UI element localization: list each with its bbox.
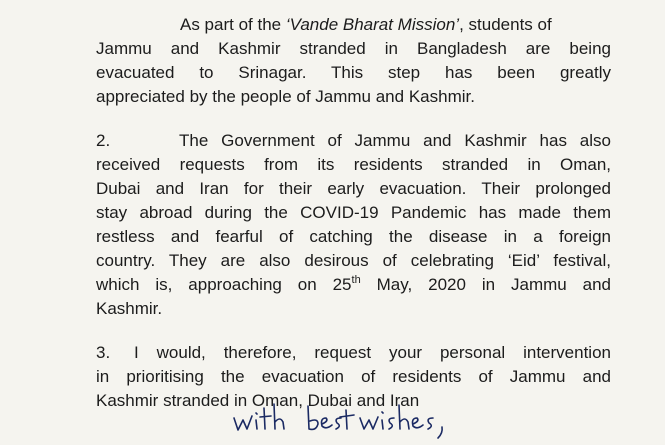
paragraph-2-line-6: country. They are also desirous of celebrating ‘Eid’ festival,: [96, 251, 611, 270]
paragraph-1-line-1: As part of the ‘Vande Bharat Mission’, students of: [180, 15, 552, 34]
paragraph-3-number: 3.: [96, 343, 111, 362]
paragraph-2-line-2: received requests from its residents stranded in Oman,: [96, 155, 611, 174]
paragraph-1-line-3: evacuated to Srinagar. This step has been greatly: [96, 63, 611, 82]
paragraph-2-line-3: Dubai and Iran for their early evacuation. Their prolonged: [96, 179, 611, 198]
paragraph-2-line-1: The Government of Jammu and Kashmir has also: [179, 131, 611, 150]
paragraph-1-line-2: Jammu and Kashmir stranded in Bangladesh are being: [96, 39, 611, 58]
paragraph-2-line-4: stay abroad during the COVID-19 Pandemic has made them: [96, 203, 611, 222]
paragraph-3-line-1: I would, therefore, request your personal intervention: [134, 343, 611, 362]
paragraph-1-line-4: appreciated by the people of Jammu and Kashmir.: [96, 87, 475, 106]
mission-name: ‘Vande Bharat Mission’: [285, 15, 460, 34]
paragraph-2-line-5: restless and fearful of catching the disease in a foreign: [96, 227, 611, 246]
paragraph-2-number: 2.: [96, 131, 111, 150]
handwritten-closing: [228, 398, 468, 442]
paragraph-3-line-3: Kashmir stranded in Oman, Dubai and Iran: [96, 391, 420, 410]
paragraph-2-line-8: Kashmir.: [96, 299, 163, 318]
paragraph-3-line-2: in prioritising the evacuation of residents of Jammu and: [96, 367, 611, 386]
paragraph-2-line-7: which is, approaching on 25th May, 2020 in Jammu and: [96, 274, 611, 294]
ordinal-suffix: th: [351, 274, 361, 286]
